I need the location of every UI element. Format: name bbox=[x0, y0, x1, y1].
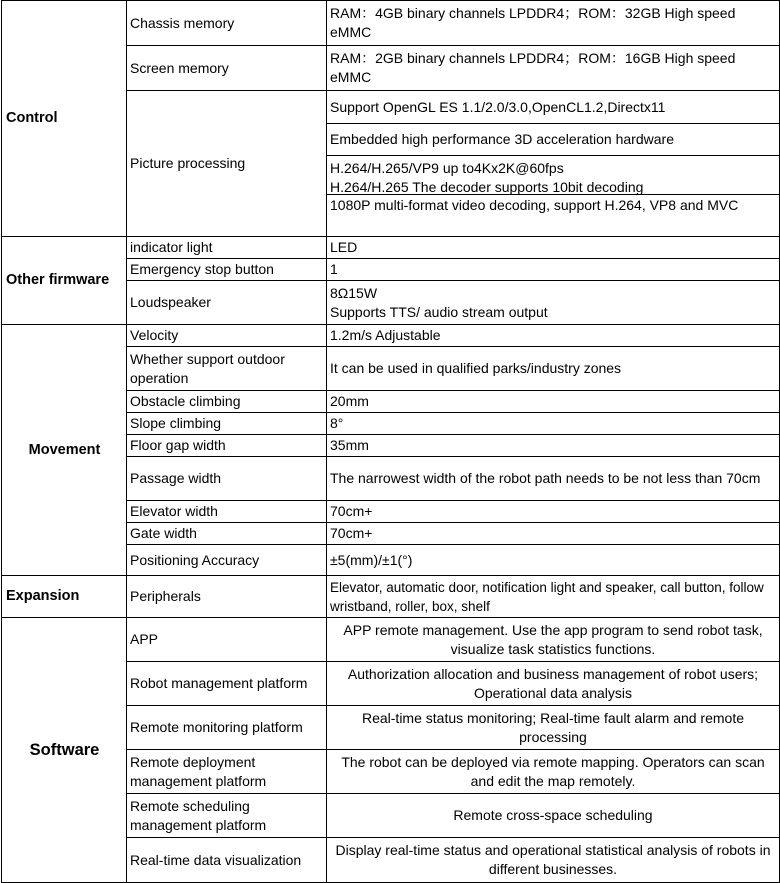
category-expansion: Expansion bbox=[2, 576, 127, 618]
value-subline: H.264/H.265/VP9 up to4Kx2K@60fps H.264/H.265 The decoder supports 10bit decoding bbox=[327, 155, 779, 194]
value-cell: The robot can be deployed via remote mapping. Operators can scan and edit the map remotely. bbox=[327, 750, 780, 794]
value-cell: Authorization allocation and business management of robot users; Operational data analysis bbox=[327, 662, 780, 706]
feature-cell: indicator light bbox=[127, 237, 327, 259]
value-cell: RAM：2GB binary channels LPDDR4；ROM：16GB High speed eMMC bbox=[327, 46, 780, 91]
feature-cell: Positioning Accuracy bbox=[127, 545, 327, 576]
value-cell: LED bbox=[327, 237, 780, 259]
value-cell: It can be used in qualified parks/industry zones bbox=[327, 347, 780, 391]
value-cell: Real-time status monitoring; Real-time fault alarm and remote processing bbox=[327, 706, 780, 750]
feature-cell: Peripherals bbox=[127, 576, 327, 618]
feature-cell: Remote scheduling management platform bbox=[127, 794, 327, 838]
feature-cell: Floor gap width bbox=[127, 435, 327, 457]
value-cell: 20mm bbox=[327, 391, 780, 413]
feature-cell: Real-time data visualization bbox=[127, 838, 327, 883]
value-cell: Elevator, automatic door, notification light and speaker, call button, follow wristband, roller, box, shelf bbox=[327, 576, 780, 618]
value-cell: APP remote management. Use the app program to send robot task, visualize task statistics functions. bbox=[327, 618, 780, 662]
feature-cell: Chassis memory bbox=[127, 1, 327, 46]
value-cell: 1.2m/s Adjustable bbox=[327, 325, 780, 347]
feature-cell: Passage width bbox=[127, 457, 327, 501]
feature-cell: Remote deployment management platform bbox=[127, 750, 327, 794]
table-row bbox=[2, 325, 780, 347]
category-software: Software bbox=[2, 618, 127, 883]
feature-cell: Obstacle climbing bbox=[127, 391, 327, 413]
value-cell: 1 bbox=[327, 259, 780, 281]
feature-cell: Slope climbing bbox=[127, 413, 327, 435]
feature-cell: Screen memory bbox=[127, 46, 327, 91]
value-cell: The narrowest width of the robot path needs to be not less than 70cm bbox=[327, 457, 780, 501]
value-cell: 8° bbox=[327, 413, 780, 435]
value-cell: 8Ω15W Supports TTS/ audio stream output bbox=[327, 281, 780, 325]
value-subline: Support OpenGL ES 1.1/2.0/3.0,OpenCL1.2,Directx11 bbox=[330, 99, 666, 115]
table-row bbox=[2, 618, 780, 662]
table-row bbox=[2, 1, 780, 46]
value-cell bbox=[327, 91, 780, 237]
category-control: Control bbox=[2, 1, 127, 237]
table-row bbox=[2, 576, 780, 618]
table-row bbox=[2, 237, 780, 259]
feature-cell: APP bbox=[127, 618, 327, 662]
category-movement: Movement bbox=[2, 325, 127, 576]
value-cell: Display real-time status and operational statistical analysis of robots in different businesses. bbox=[327, 838, 780, 883]
feature-cell: Remote monitoring platform bbox=[127, 706, 327, 750]
value-subline: 1080P multi-format video decoding, support H.264, VP8 and MVC bbox=[327, 194, 779, 236]
value-cell: 70cm+ bbox=[327, 501, 780, 523]
feature-cell: Whether support outdoor operation bbox=[127, 347, 327, 391]
feature-cell: Robot management platform bbox=[127, 662, 327, 706]
spec-table bbox=[1, 0, 780, 883]
feature-cell: Velocity bbox=[127, 325, 327, 347]
value-subline: Embedded high performance 3D acceleration hardware bbox=[327, 123, 779, 155]
value-cell: Remote cross-space scheduling bbox=[327, 794, 780, 838]
feature-cell: Elevator width bbox=[127, 501, 327, 523]
category-other-firmware: Other firmware bbox=[2, 237, 127, 325]
feature-cell: Loudspeaker bbox=[127, 281, 327, 325]
value-cell: ±5(mm)/±1(°) bbox=[327, 545, 780, 576]
value-cell: 35mm bbox=[327, 435, 780, 457]
value-cell: RAM：4GB binary channels LPDDR4；ROM：32GB High speed eMMC bbox=[327, 1, 780, 46]
value-cell: 70cm+ bbox=[327, 523, 780, 545]
feature-cell: Gate width bbox=[127, 523, 327, 545]
feature-cell: Emergency stop button bbox=[127, 259, 327, 281]
feature-cell: Picture processing bbox=[127, 91, 327, 237]
